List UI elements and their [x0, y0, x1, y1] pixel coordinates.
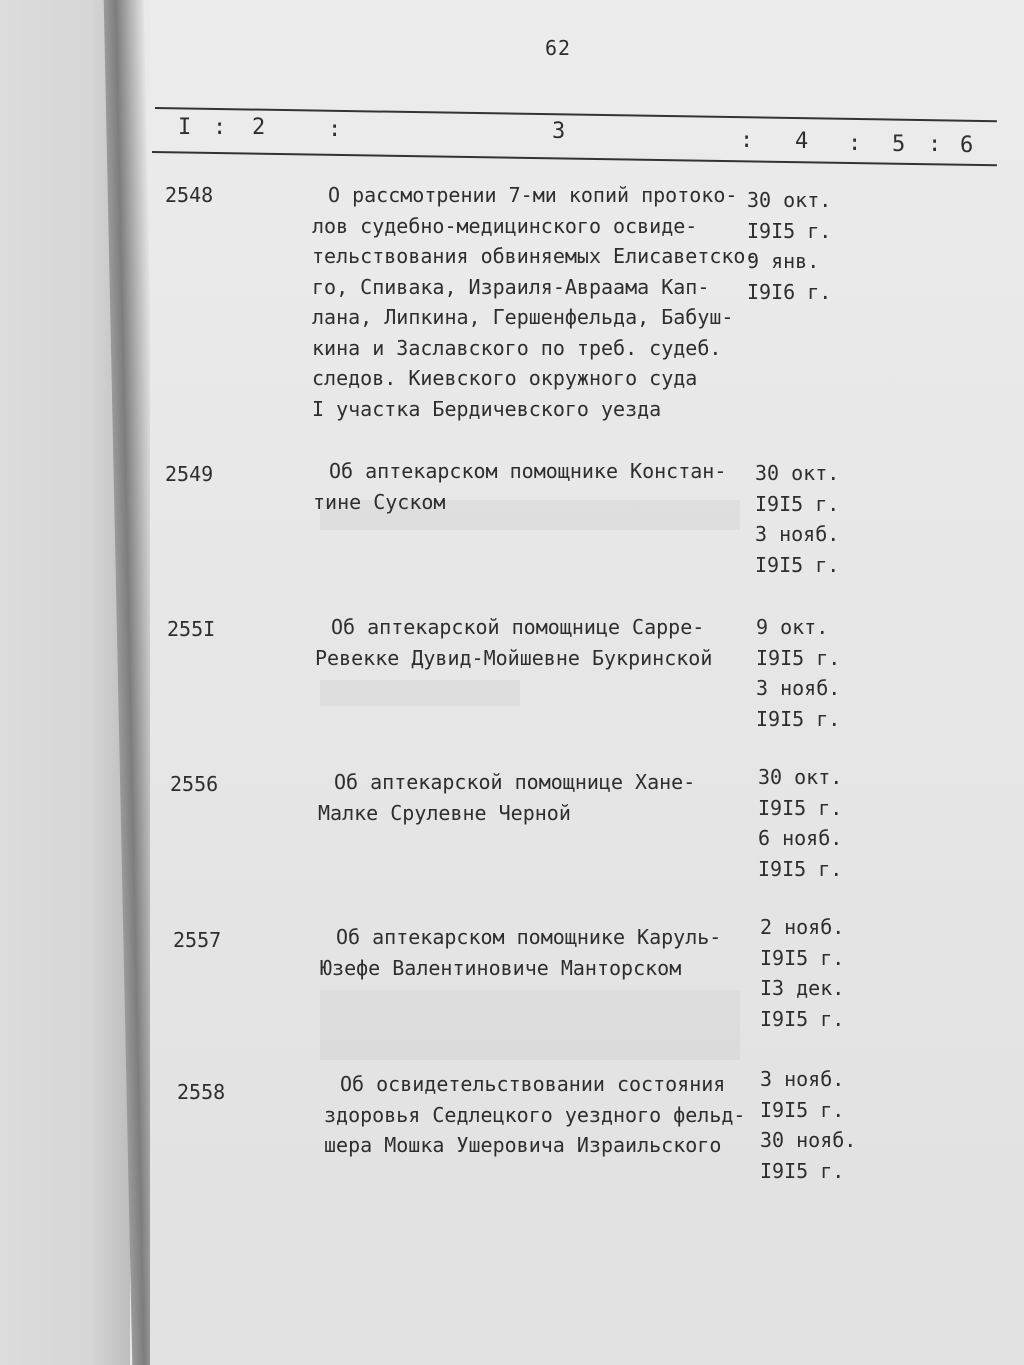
- page-number: 62: [545, 36, 572, 60]
- col-separator: :: [328, 117, 342, 142]
- entry-number: 255I: [167, 617, 216, 641]
- entry-number: 2549: [165, 462, 214, 486]
- col-separator: :: [213, 115, 227, 140]
- entry-description: Об аптекарском помощнике Каруль- Юзефе Валентиновиче Манторском: [320, 925, 722, 980]
- col-header-4: 4: [795, 129, 809, 154]
- entry-dates: 30 окт. I9I5 г. 9 янв. I9I6 г.: [747, 188, 832, 304]
- col-header-6: 6: [960, 133, 974, 158]
- entry-dates: 30 окт. I9I5 г. 6 нояб. I9I5 г.: [758, 765, 843, 881]
- entry-number: 2558: [177, 1080, 226, 1104]
- entry-dates: 30 окт. I9I5 г. 3 нояб. I9I5 г.: [755, 461, 840, 577]
- entry-description: Об освидетельствовании состояния здоровья Седлецкого уездного фельд- шера Мошка Ушеровича Израильского: [324, 1072, 746, 1157]
- col-header-5: 5: [892, 132, 906, 157]
- entry-description: О рассмотрении 7-ми копий протоко- лов судебно-медицинского освиде- тельствования обвиняемых Елисаветско- го, Спивака, Израиля-Авраама Кап- лана, Липкина, Гершенфельда, Бабуш- кина и Заславского по треб. судеб. следов. Киевского окружного суда I участка Бердичевского уезда: [312, 183, 758, 421]
- entry-dates: 2 нояб. I9I5 г. I3 дек. I9I5 г.: [760, 915, 845, 1031]
- col-separator: :: [740, 128, 754, 153]
- entry-number: 2548: [165, 183, 214, 207]
- col-header-3: 3: [552, 119, 566, 144]
- entry-description: Об аптекарском помощнике Констан- тине Суском: [313, 459, 727, 514]
- entry-number: 2556: [170, 772, 219, 796]
- entry-description: Об аптекарской помощнице Хане- Малке Срулевне Черной: [318, 770, 696, 825]
- bleed-through-shadow: [320, 680, 520, 706]
- col-separator: :: [848, 131, 862, 156]
- bleed-through-shadow: [320, 990, 740, 1060]
- entry-dates: 3 нояб. I9I5 г. 30 нояб. I9I5 г.: [760, 1067, 857, 1183]
- entry-description: Об аптекарской помощнице Сарре- Ревекке Дувид-Мойшевне Букринской: [315, 615, 713, 670]
- col-separator: :: [928, 132, 942, 157]
- entry-dates: 9 окт. I9I5 г. 3 нояб. I9I5 г.: [756, 615, 841, 731]
- col-header-2: 2: [252, 115, 266, 140]
- entry-number: 2557: [173, 928, 222, 952]
- col-header-1: I: [178, 115, 192, 140]
